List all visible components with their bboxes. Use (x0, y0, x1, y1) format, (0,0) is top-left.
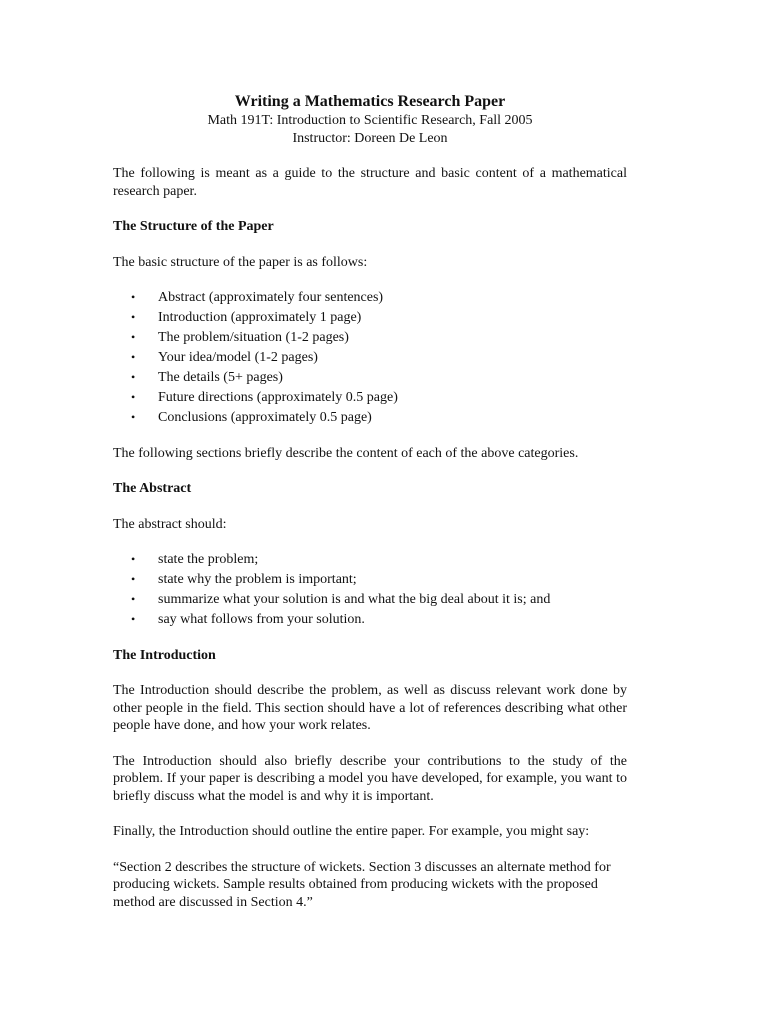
list-item: • Introduction (approximately 1 page) (131, 310, 362, 325)
bullet-icon: • (131, 612, 136, 626)
instructor-line: Instructor: Doreen De Leon (292, 130, 448, 146)
bullet-icon: • (131, 592, 136, 606)
bullet-icon: • (131, 390, 136, 404)
bullet-icon: • (131, 310, 136, 324)
list-item: • summarize what your solution is and what the big deal about it is; and (131, 592, 551, 607)
introduction-paragraph-1: The Introduction should describe the problem, as well as discuss relevant work done by other people in the field. This section should have a lot of references describing what other people have done, and how your work relates. (113, 683, 627, 733)
document-page (113, 92, 627, 929)
bullet-icon: • (131, 330, 136, 344)
course-subtitle: Math 191T: Introduction to Scientific Research, Fall 2005 (207, 113, 533, 128)
bullet-icon: • (131, 410, 136, 424)
list-item: • Conclusions (approximately 0.5 page) (131, 410, 372, 425)
structure-list (113, 289, 627, 427)
intro-paragraph: The following is meant as a guide to the structure and basic content of a mathematical research paper. (113, 166, 627, 199)
structure-lead: The basic structure of the paper is as follows: (113, 254, 368, 270)
introduction-paragraph-2: The Introduction should also briefly describe your contributions to the study of the problem. If your paper is describing a model you have developed, for example, you want to briefly discuss what the model is and why it is important. (113, 753, 627, 804)
introduction-paragraph-3: Finally, the Introduction should outline the entire paper. For example, you might say: (113, 824, 590, 839)
list-item: • state the problem; (131, 552, 259, 567)
bullet-icon: • (131, 290, 136, 304)
bullet-icon: • (131, 552, 136, 566)
list-item: • Future directions (approximately 0.5 page) (131, 390, 398, 405)
bullet-icon: • (131, 350, 136, 364)
bullet-icon: • (131, 572, 136, 586)
list-item: • Your idea/model (1-2 pages) (131, 350, 318, 365)
introduction-heading: The Introduction (113, 647, 216, 663)
list-item: • state why the problem is important; (131, 572, 357, 587)
document-title: Writing a Mathematics Research Paper (234, 93, 506, 110)
list-item: • The details (5+ pages) (131, 370, 283, 385)
abstract-list (113, 551, 627, 629)
structure-after: The following sections briefly describe the content of each of the above categories. (113, 445, 579, 461)
abstract-lead: The abstract should: (113, 516, 227, 532)
structure-heading: The Structure of the Paper (113, 219, 274, 234)
list-item: • The problem/situation (1-2 pages) (131, 330, 349, 345)
abstract-heading: The Abstract (113, 481, 192, 496)
example-quote: “Section 2 describes the structure of wickets. Section 3 discusses an alternate method for producing wickets. Sample results obtained from producing wickets with the proposed method are discussed in Section 4.” (113, 859, 611, 910)
bullet-icon: • (131, 370, 136, 384)
list-item: • say what follows from your solution. (131, 612, 365, 627)
title-block (113, 92, 627, 147)
list-item: • Abstract (approximately four sentences) (131, 290, 384, 305)
